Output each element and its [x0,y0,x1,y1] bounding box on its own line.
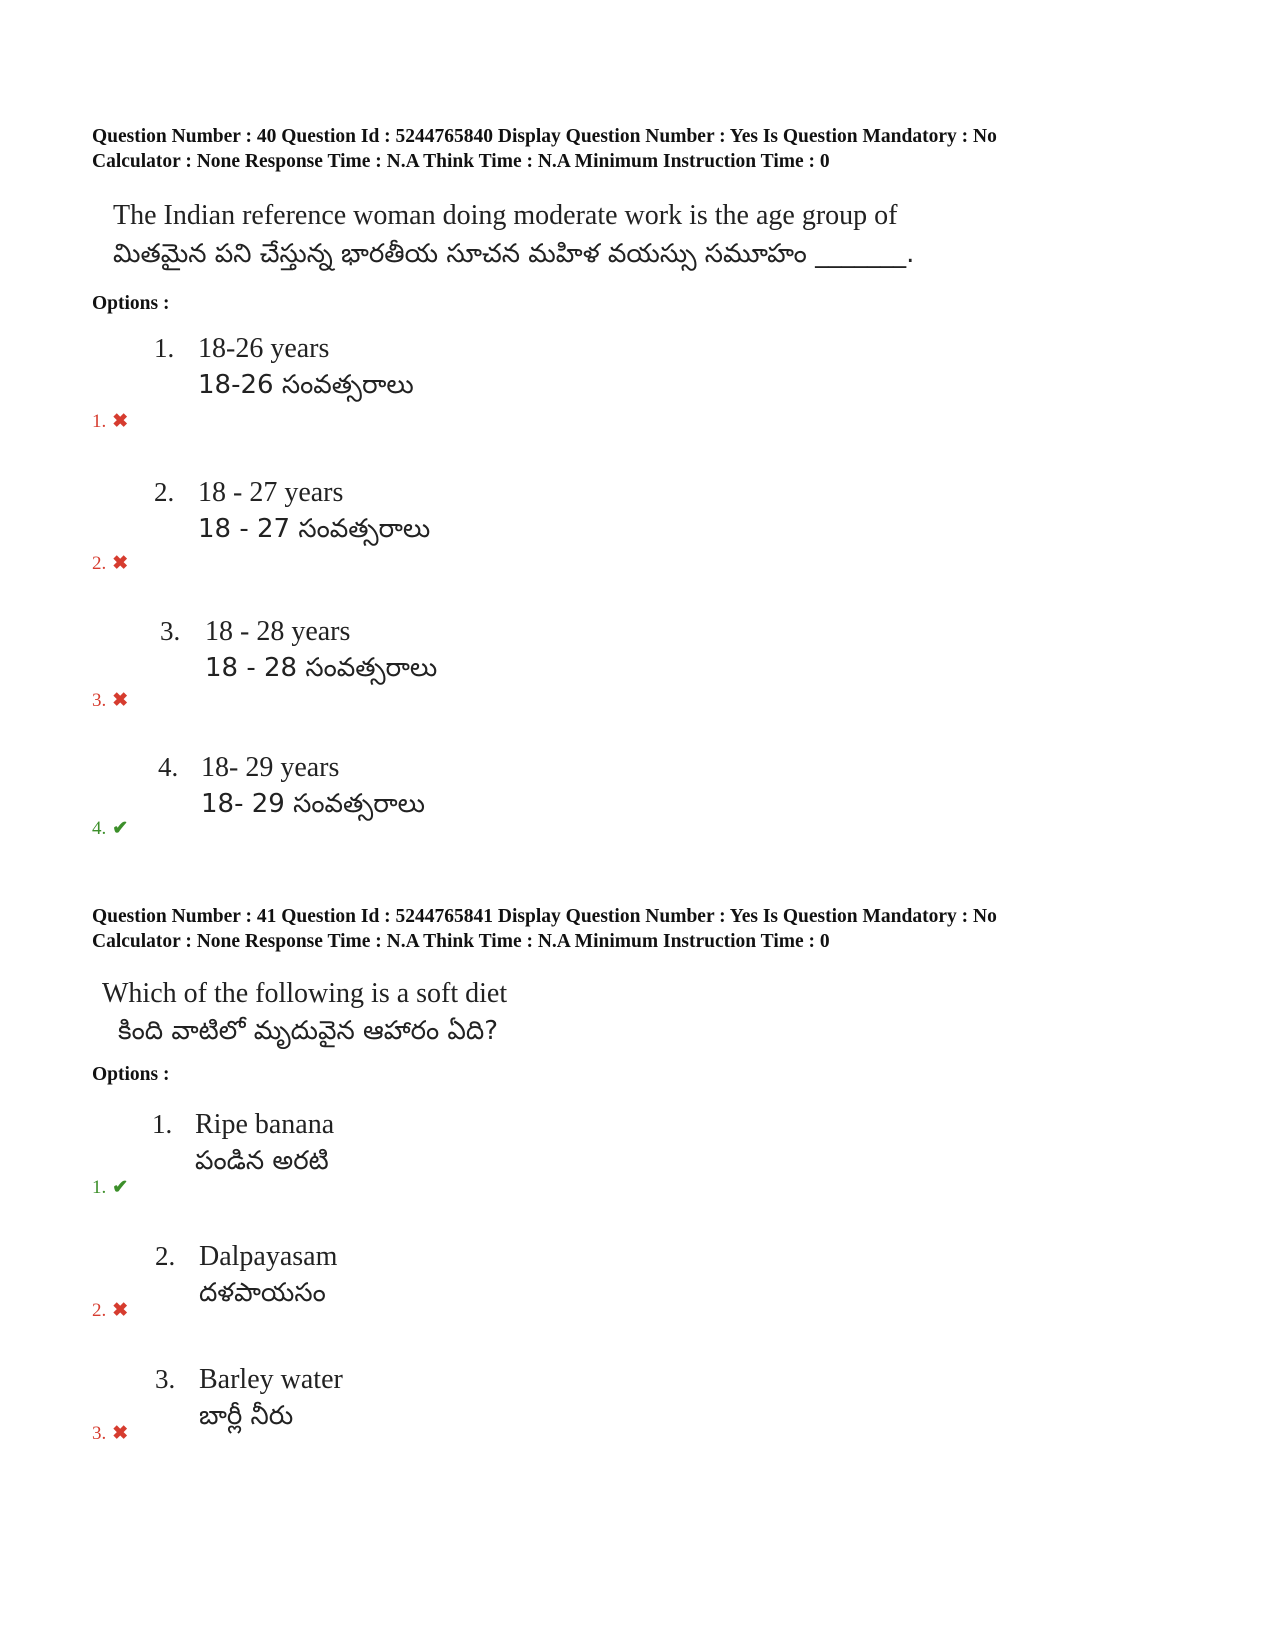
options-label: Options : [92,1064,170,1085]
answer-marker [92,1423,128,1445]
question-text-en: Which of the following is a soft diet [102,978,508,1009]
option-text-en: Dalpayasam [199,1241,338,1272]
option-text-te: దళపాయసం [199,1278,326,1308]
answer-marker [92,411,128,433]
cross-icon: ✖ [112,1423,129,1444]
option-text-en: Ripe banana [195,1109,335,1140]
answer-marker [92,1177,128,1199]
option-number: 2. [154,477,175,507]
option-text-en: 18-26 years [198,333,330,364]
option-number: 1. [152,1109,173,1139]
option-number: 3. [155,1364,176,1394]
option-number: 4. [158,752,179,782]
question-meta-line2: Calculator : None Response Time : N.A Think Time : N.A Minimum Instruction Time : 0 [92,931,830,952]
marker-number: 3. [92,1423,107,1444]
marker-number: 2. [92,1300,107,1321]
option-text-te: పండిన అరటి [195,1146,329,1176]
marker-number: 2. [92,553,107,574]
cross-icon: ✖ [112,690,129,711]
cross-icon: ✖ [112,553,129,574]
answer-marker [92,1300,128,1322]
question-meta-line1: Question Number : 40 Question Id : 5244765840 Display Question Number : Yes Is Question Mandatory : No [92,126,997,147]
question-meta-line1: Question Number : 41 Question Id : 5244765841 Display Question Number : Yes Is Question Mandatory : No [92,906,997,927]
option-text-te: బార్లీ నీరు [199,1401,294,1431]
option-number: 2. [155,1241,176,1271]
option-text-en: 18 - 28 years [205,616,351,647]
answer-marker [92,690,128,712]
option-text-te: 18-26 సంవత్సరాలు [198,370,414,400]
checkmark-icon: ✔ [112,1177,129,1198]
option-text-en: Barley water [199,1364,343,1395]
option-text-te: 18 - 27 సంవత్సరాలు [198,514,431,544]
question-text-en: The Indian reference woman doing moderate work is the age group of [113,200,898,231]
answer-marker [92,818,128,840]
option-number: 3. [160,616,181,646]
answer-marker [92,553,128,575]
checkmark-icon: ✔ [112,818,129,839]
cross-icon: ✖ [112,411,129,432]
marker-number: 3. [92,690,107,711]
question-text-te: కింది వాటిలో మృదువైన ఆహారం ఏది? [118,1016,499,1046]
option-text-en: 18 - 27 years [198,477,344,508]
marker-number: 4. [92,818,107,839]
option-text-te: 18- 29 సంవత్సరాలు [201,789,426,819]
options-label: Options : [92,293,170,314]
cross-icon: ✖ [112,1300,129,1321]
marker-number: 1. [92,411,107,432]
option-text-te: 18 - 28 సంవత్సరాలు [205,653,438,683]
option-text-en: 18- 29 years [201,752,340,783]
question-text-te: మితమైన పని చేస్తున్న భారతీయ సూచన మహిళ వయస్సు సమూహం _______. [113,239,915,269]
question-meta-line2: Calculator : None Response Time : N.A Think Time : N.A Minimum Instruction Time : 0 [92,151,830,172]
option-number: 1. [154,333,175,363]
marker-number: 1. [92,1177,107,1198]
